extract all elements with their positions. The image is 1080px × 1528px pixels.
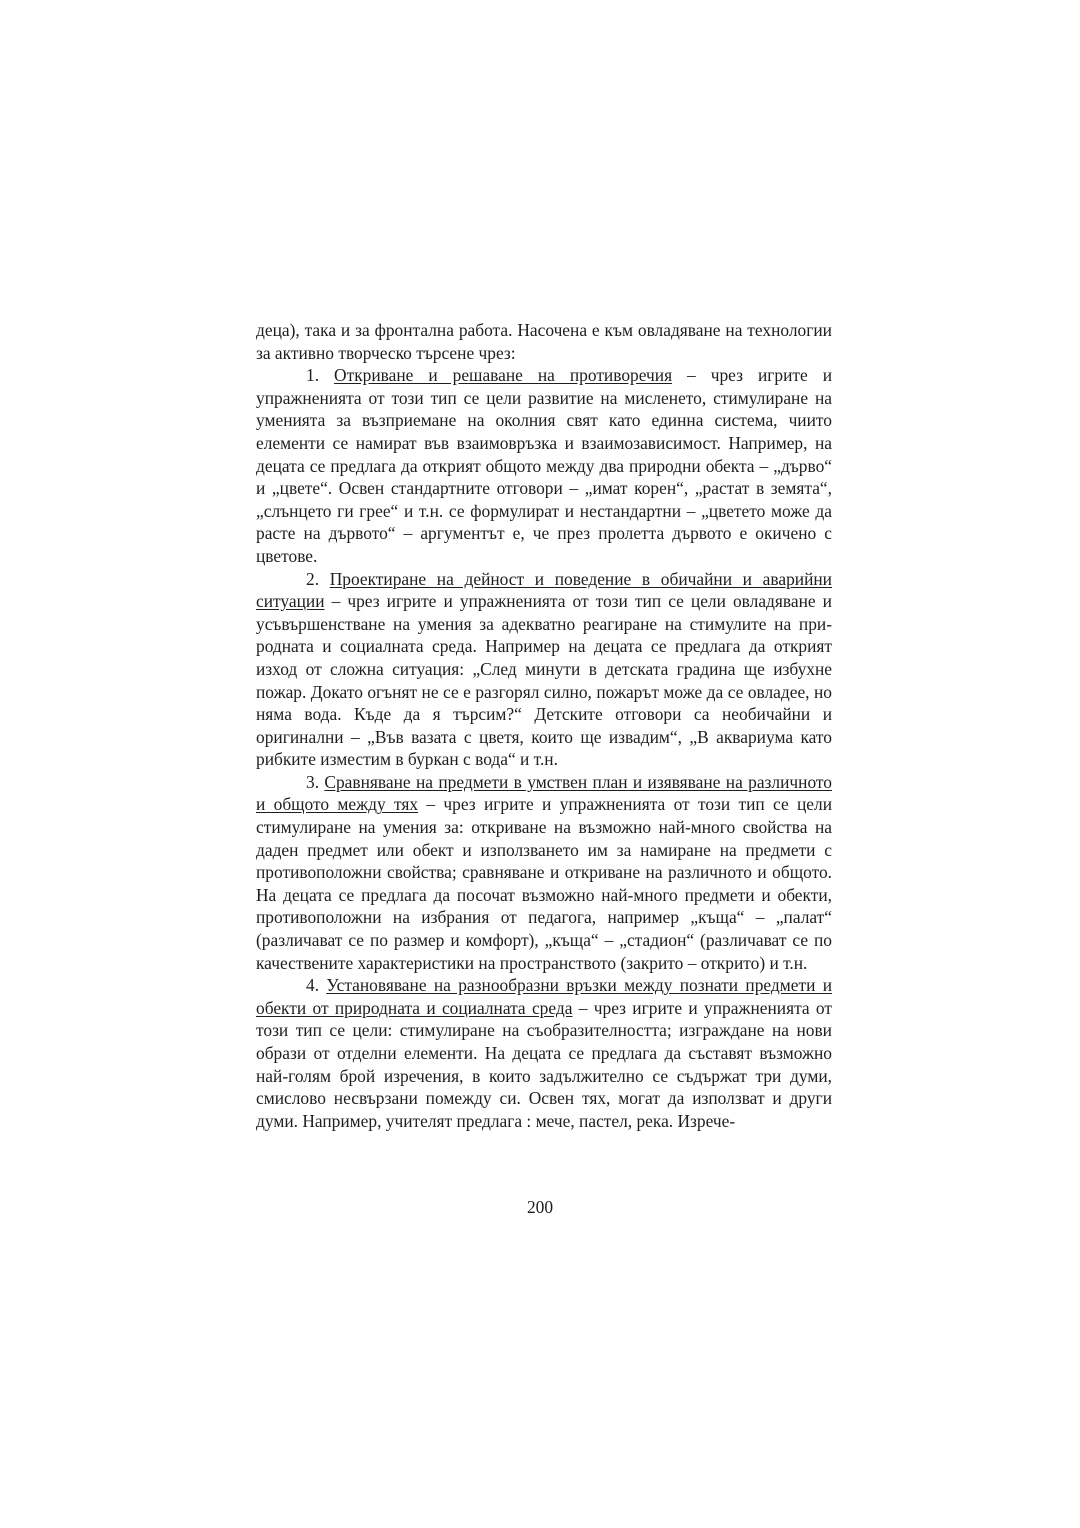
item-number: 4. bbox=[306, 975, 327, 996]
item-heading: Откриване и решаване на противоречия bbox=[334, 365, 673, 386]
paragraph-item-3 bbox=[256, 771, 832, 974]
item-number: 2. bbox=[306, 568, 330, 589]
item-text: – чрез игрите и упражненията от този тип се цели овладяване и усъвършенстване на умения за адекватно реагиране на стимулите на природната и социалната среда. Например на децата се предлага да открият изход от сложна ситуация: „След минути в детската градина ще избухне пожар. Докато огънят не се е разгорял силно, пожарът може да се овладее, но няма вода. Къде да я търсим?“ Детските отговори са необичайни и оригинални – „Във вазата с цветя, които ще извадим“, „В аквариума като рибките изместим в буркан с вода“ и т.н. bbox=[256, 591, 832, 770]
item-heading: Сравняване на предмети в умствен план и изявяване на различното и общото между тях bbox=[256, 771, 832, 815]
item-number: 1. bbox=[306, 365, 335, 386]
item-number: 3. bbox=[306, 771, 325, 792]
paragraph-item-2 bbox=[256, 568, 832, 771]
paragraph-item-4 bbox=[256, 974, 832, 1132]
paragraph-intro bbox=[256, 319, 832, 364]
document-body bbox=[256, 319, 832, 1132]
item-text: – чрез игрите и упражненията от този тип се цели стимулиране на умения за: откриване на възможно най-много свойства на даден предмет или обект и използването им за намиране на предмети с противоположни свойства; сравняване и откриване на различното и общото. На децата се предлага да посочат възможно най-много предмети и обекти, противоположни на избрания от педагога, например „къща“ – „палат“ (различават се по размер и комфорт), „къща“ – „стадион“ (различават се по качествените характеристики на пространството (закрито – открито) и т.н. bbox=[256, 794, 833, 973]
item-heading: Установяване на разнообразни връзки между познати предмети и обекти от природната и социалната среда bbox=[256, 975, 833, 1018]
item-text: – чрез игрите и упражненията от този тип се цели развитие на мисленето, стимулиране на уменията за възприемане на околния свят като единна система, чиито елементи се намират във взаимовръзка и взаимозависимост. Например, на децата се предлага да открият общото между два природни обекта – „дърво“ и „цвете“. Освен стандартните отговори – „имат корен“, „растат в земята“, „слънцето ги грее“ и т.н. се формулират и нестандартни – „цветето може да расте на дървото“ – аргументът е, че през пролетта дървото е окичено с цветове. bbox=[256, 365, 833, 566]
paragraph-item-1 bbox=[256, 364, 832, 567]
item-heading: Проектиране на дейност и поведение в обичайни и аварийни ситуации bbox=[256, 568, 832, 612]
page-number: 200 bbox=[526, 1197, 554, 1217]
paragraph-text: деца), така и за фронтална работа. Насочена е към овладяване на технологии за активно творческо търсене чрез: bbox=[256, 320, 832, 363]
item-text: – чрез игрите и упражненията от този тип се цели: стимулиране на съобразителността; изграждане на нови образи от отделни елементи. На децата се предлага да съставят възможно най-голям брой изречения, в които задължително се съдържат три думи, смислово несвързани помежду си. Освен тях, могат да използват и други думи. Например, учителят предлага : мече, пастел, река. Изрече- bbox=[256, 997, 832, 1131]
